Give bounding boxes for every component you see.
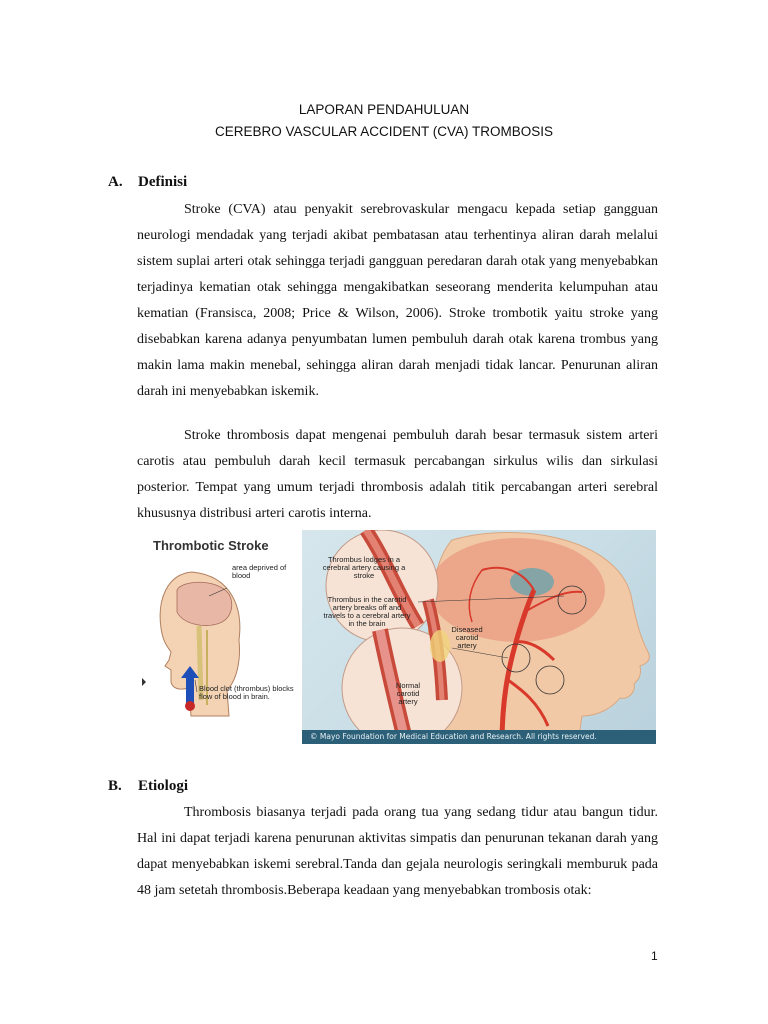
figure-carotid-artery-illustration xyxy=(302,530,656,744)
label-blood-clot: Blood clot (thrombus) blocks flow of blood in brain. xyxy=(199,684,294,701)
page-number: 1 xyxy=(651,949,658,963)
section-heading-etiologi xyxy=(108,778,188,795)
paragraph-definisi-1: Stroke (CVA) atau penyakit serebrovaskular mengacu kepada setiap gangguan neurologi mendadak yang terjadi akibat pembatasan atau terhentinya aliran darah melalui sistem suplai arteri otak sehingga terjadi gangguan peredaran darah otak yang menyebabkan terjadinya kematian otak sehingga mengakibatkan seseorang menderita kelumpuhan atau kematian (Fransisca, 2008; Price & Wilson, 2006). Stroke trombotik yaitu stroke yang disebabkan karena adanya penyumbatan lumen pembuluh darah otak karena trombus yang makin lama makin menebal, sehingga aliran darah menjadi tidak lancar. Penurunan aliran darah ini menyebabkan iskemik. xyxy=(137,202,658,399)
section-letter: A. xyxy=(108,174,123,190)
label-thrombus-lodges: Thrombus lodges in a cerebral artery causing a stroke xyxy=(322,555,406,580)
document-title: LAPORAN PENDAHULUAN xyxy=(298,102,470,117)
label-thrombus-breaks: Thrombus in the carotid artery breaks off and travels to a cerebral artery in the brain xyxy=(323,595,411,628)
paragraph-definisi-2: Stroke thrombosis dapat mengenai pembuluh darah besar termasuk sistem arteri carotis atau pembuluh darah kecil termasuk percabangan sirkulus wilis dan sirkulasi posterior. Tempat yang umum terjadi thrombosis adalah titik percabangan arteri serebral khususnya distribusi arteri carotis interna. xyxy=(137,428,658,521)
paragraph-etiologi-1: Thrombosis biasanya terjadi pada orang tua yang sedang tidur atau bangun tidur. Hal ini dapat terjadi karena penurunan aktivitas simpatis dan penurunan tekanan darah yang dapat menyebabkan iskemi serebral.Tanda dan gejala neurologis seringkali memburuk pada 48 jam setetah thrombosis.Beberapa keadaan yang menyebabkan trombosis otak: xyxy=(137,805,658,898)
section-letter: B. xyxy=(108,778,122,794)
section-heading-definisi xyxy=(108,174,187,191)
figure-copyright: © Mayo Foundation for Medical Education and Research. All rights reserved. xyxy=(302,730,656,744)
section-title: Etiologi xyxy=(138,778,189,794)
label-area-deprived: area deprived of blood xyxy=(232,563,287,580)
figure-title: Thrombotic Stroke xyxy=(153,538,269,553)
figure-thrombotic-stroke-diagram xyxy=(137,530,297,720)
label-normal-carotid: Normal carotid artery xyxy=(395,681,421,706)
section-title: Definisi xyxy=(138,174,188,190)
document-subtitle: CEREBRO VASCULAR ACCIDENT (CVA) TROMBOSIS xyxy=(214,124,554,139)
label-diseased-carotid: Diseased carotid artery xyxy=(451,625,483,650)
